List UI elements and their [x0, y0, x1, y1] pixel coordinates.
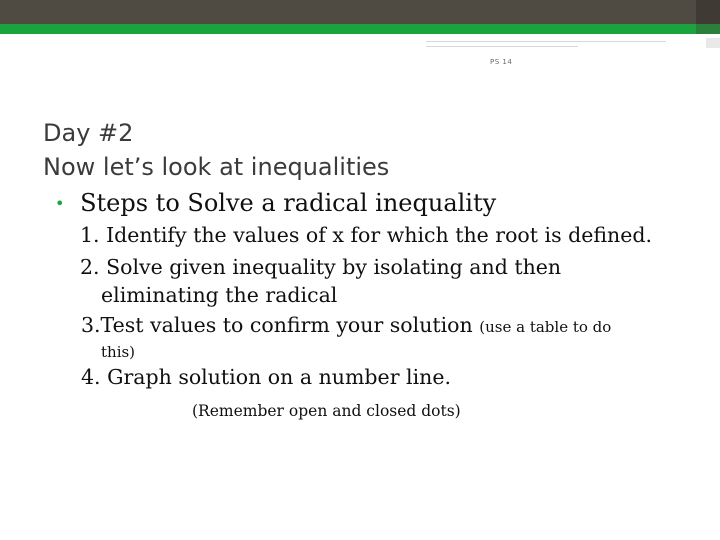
step-3-text-line-2: this): [101, 343, 136, 361]
step-3-main-text: 3.Test values to confirm your solution: [81, 313, 473, 337]
top-green-bar: [0, 24, 696, 34]
main-bullet-text: Steps to Solve a radical inequality: [80, 189, 497, 217]
main-bullet-line: [55, 191, 496, 215]
top-dark-bar: [0, 0, 696, 24]
step-3-note-text: (use a table to do: [479, 318, 612, 336]
page-mark: PS 14: [490, 58, 513, 66]
step-3-text-line-1: [81, 315, 611, 336]
step-2-text-line-1: 2. Solve given inequality by isolating and then: [80, 255, 562, 279]
bullet-icon: •: [55, 194, 65, 213]
slide-title-line-1: Day #2: [43, 119, 134, 147]
step-4-text: 4. Graph solution on a number line.: [81, 365, 451, 389]
header-divider-line-short: [426, 46, 578, 47]
corner-shadow-block: [706, 38, 720, 48]
right-green-block: [696, 24, 720, 34]
header-divider-line: [426, 41, 666, 42]
step-2-text-line-2: eliminating the radical: [101, 283, 338, 307]
right-dark-block: [696, 0, 720, 24]
remember-note: (Remember open and closed dots): [192, 402, 461, 420]
step-1-text: 1. Identify the values of x for which the root is defined.: [80, 223, 653, 247]
slide-title-line-2: Now let’s look at inequalities: [43, 153, 390, 181]
